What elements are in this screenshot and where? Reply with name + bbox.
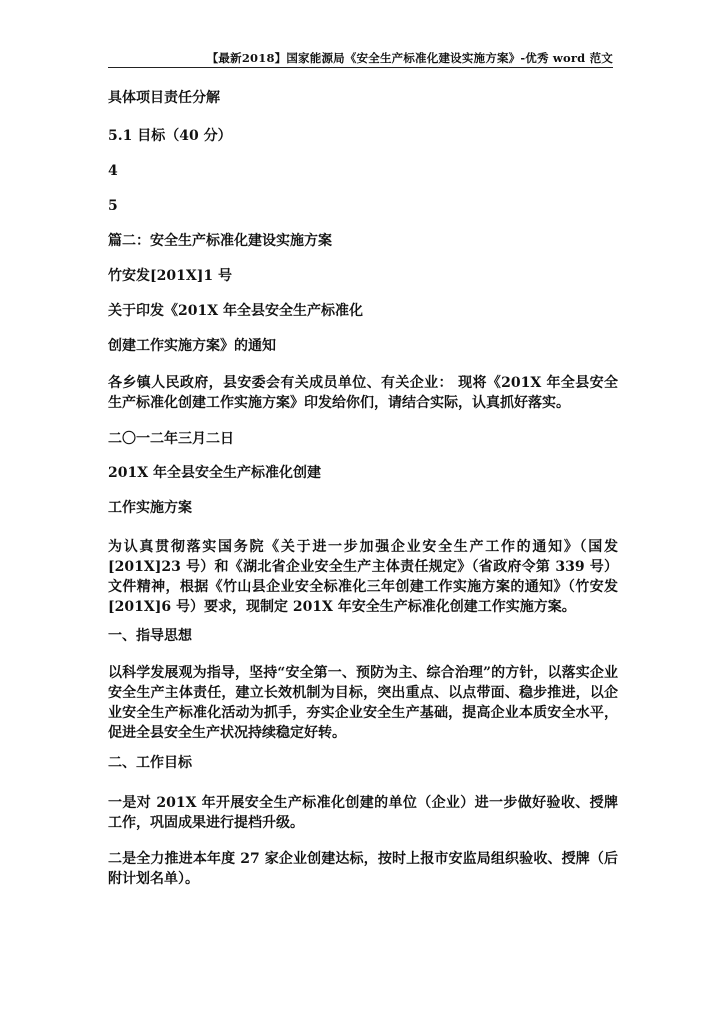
notice-title-line-1: 关于印发《201X 年全县安全生产标准化 xyxy=(108,303,363,319)
notice-title-line-2: 创建工作实施方案》的通知 xyxy=(108,338,276,354)
section-heading-work-goals: 二、工作目标 xyxy=(108,755,192,771)
paragraph-goal-two: 二是全力推进本年度 27 家企业创建达标，按时上报市安监局组织验收、授牌（后附计划名单）。 xyxy=(108,851,618,887)
date-line: 二〇一二年三月二日 xyxy=(108,431,234,447)
paragraph-guiding-ideology: 以科学发展观为指导，坚持“安全第一、预防为主、综合治理”的方针，以落实企业安全生产主体责任，建立长效机制为目标，突出重点、以点带面、稳步推进，以企业安全生产标准化活动为抓手，夯实企业安全生产基础，提高企业本质安全水平，促进全县安全生产状况持续稳定好转。 xyxy=(108,665,618,741)
paragraph-goal-one: 一是对 201X 年开展安全生产标准化创建的单位（企业）进一步做好验收、授牌工作，巩固成果进行提档升级。 xyxy=(108,795,618,831)
plan-title-line-1: 201X 年全县安全生产标准化创建 xyxy=(108,465,321,481)
plan-title-line-2: 工作实施方案 xyxy=(108,500,192,516)
paragraph-preamble: 为认真贯彻落实国务院《关于进一步加强企业安全生产工作的通知》（国发[201X]23 号）和《湖北省企业安全生产主体责任规定》（省政府令第 339 号）文件精神，根据《竹山县企业安全标准化三年创建工作实施方案的通知》（竹安发[201X]6 号）要求，现制定 201X 年安全生产标准化创建工作实施方案。 xyxy=(108,539,618,615)
paragraph-number-5: 5 xyxy=(108,198,118,214)
section-heading-part-two: 篇二：安全生产标准化建设实施方案 xyxy=(108,233,332,249)
paragraph-project-responsibility: 具体项目责任分解 xyxy=(108,90,220,106)
header-divider xyxy=(108,67,613,68)
page-header: 【最新2018】国家能源局《安全生产标准化建设实施方案》-优秀 word 范文 xyxy=(206,51,613,65)
paragraph-recipients: 各乡镇人民政府，县安委会有关成员单位、有关企业： 现将《201X 年全县安全生产标准化创建工作实施方案》印发给你们，请结合实际，认真抓好落实。 xyxy=(108,375,618,411)
document-number: 竹安发[201X]1 号 xyxy=(108,268,232,284)
section-heading-guiding-ideology: 一、指导思想 xyxy=(108,628,192,644)
paragraph-number-4: 4 xyxy=(108,163,118,179)
paragraph-goal-heading: 5.1 目标（40 分） xyxy=(108,128,232,144)
